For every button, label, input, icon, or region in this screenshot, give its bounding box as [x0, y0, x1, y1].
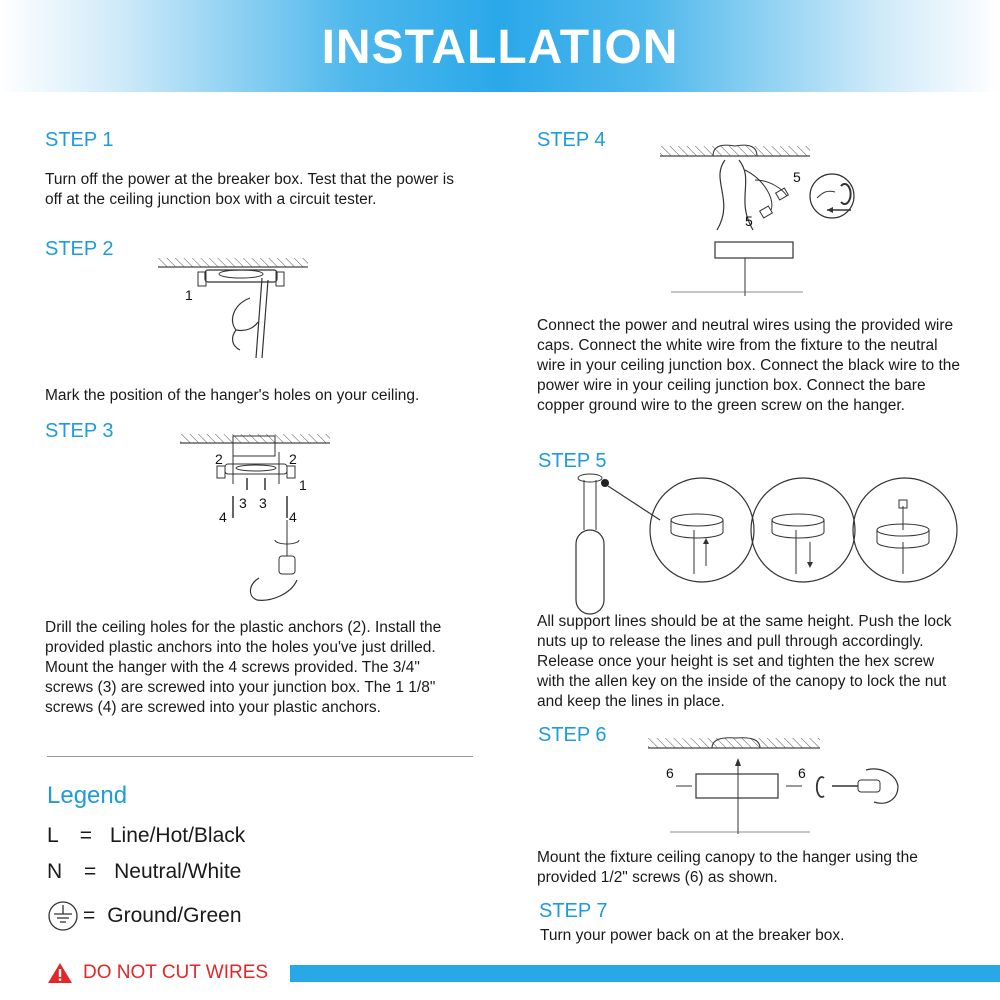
step-2-text: Mark the position of the hanger's holes on your ceiling.	[45, 387, 420, 404]
detail-circle-push	[650, 478, 754, 582]
step-7-text: Turn your power back on at the breaker box.	[540, 927, 845, 944]
section-divider	[47, 756, 473, 757]
legend-label: Ground/Green	[107, 904, 242, 927]
step-6-heading: STEP 6	[538, 724, 607, 746]
callout-6-left: 6	[666, 765, 674, 781]
callout-6-right: 6	[798, 765, 806, 781]
pendant-fixture	[576, 530, 604, 614]
page-title: INSTALLATION	[321, 21, 679, 74]
legend-key: N	[47, 860, 63, 883]
hand-drawing	[232, 298, 258, 331]
step-4-text: Connect the power and neutral wires using the provided wire caps. Connect the white wire from the fixture to the neutral wire in your ceiling junction box. Connect the black wire to the power wire in your ceiling junction box. Connect the bare copper ground wire to the green screw on the hanger.	[537, 317, 961, 414]
callout-3-right: 3	[259, 495, 267, 511]
fixture-canopy	[715, 242, 793, 258]
legend-label: Neutral/White	[114, 860, 242, 883]
callout-1: 1	[185, 287, 193, 303]
ceiling-hatch	[648, 738, 820, 748]
pencil	[256, 278, 262, 358]
ceiling-hatch	[180, 434, 330, 443]
callout-5-upper: 5	[793, 169, 801, 185]
warning-bar	[290, 965, 1000, 982]
pendant-canopy	[578, 474, 602, 482]
callout-4-left: 4	[219, 509, 227, 525]
step-1-heading: STEP 1	[45, 129, 114, 151]
callout-4-right: 4	[289, 509, 297, 525]
step-4-heading: STEP 4	[537, 129, 606, 151]
fixture-canopy	[696, 774, 778, 798]
step-6-text: Mount the fixture ceiling canopy to the hanger using the provided 1/2" screws (6) as shown.	[537, 849, 918, 886]
wire-cap	[776, 188, 789, 200]
step-3-heading: STEP 3	[45, 420, 114, 442]
step-3-text: Drill the ceiling holes for the plastic anchors (2). Install the provided plastic anchors into the holes you've just drilled. Mount the hanger with the 4 screws provided. The 3/4" screws (3) are screwed into your junction box. The 1 1/8" screws (4) are screwed into your plastic anchors.	[45, 619, 442, 716]
step-6-illustration	[640, 730, 910, 840]
callout-3-left: 3	[239, 495, 247, 511]
step-5-illustration	[560, 470, 1000, 620]
legend-equals: =	[83, 904, 96, 927]
step-2-heading: STEP 2	[45, 238, 114, 260]
step-5-heading: STEP 5	[538, 450, 607, 472]
legend-title: Legend	[47, 782, 128, 809]
legend-key: L	[47, 824, 58, 847]
step-4-illustration	[655, 140, 865, 300]
step-2-illustration	[150, 250, 320, 370]
callout-1: 1	[299, 477, 307, 493]
legend-label: Line/Hot/Black	[109, 824, 246, 847]
rotation-arrow	[817, 777, 824, 797]
wire-bundle	[717, 160, 725, 230]
callout-5-lower: 5	[745, 213, 753, 229]
callout-2-left: 2	[215, 451, 223, 467]
ground-symbol-icon	[47, 900, 79, 932]
detail-circle-pull	[751, 478, 855, 582]
legend-row-ground	[47, 900, 242, 932]
legend-equals: =	[79, 824, 93, 847]
warning-notice	[47, 962, 268, 984]
hand-drilling	[250, 578, 297, 600]
wire-cap	[760, 206, 773, 218]
warning-triangle-icon	[47, 962, 73, 984]
legend-row-line	[47, 824, 245, 848]
detail-circle-tighten	[853, 478, 957, 582]
ceiling-hatch	[660, 146, 810, 156]
legend-row-neutral	[47, 860, 241, 884]
hand-screwing	[866, 769, 898, 803]
step-1-text: Turn off the power at the breaker box. Test that the power is off at the ceiling junction box with a circuit tester.	[45, 171, 454, 208]
step-3-illustration	[175, 428, 335, 608]
screwdriver	[279, 556, 295, 574]
callout-2-right: 2	[289, 451, 297, 467]
step-5-text: All support lines should be at the same height. Push the lock nuts up to release the lines and pull through accordingly. Release once your height is set and tighten the hex screw with the allen key on the inside of the canopy to lock the nut and keep the lines in place.	[537, 613, 952, 710]
warning-text: DO NOT CUT WIRES	[83, 962, 269, 983]
title-banner	[0, 0, 1000, 92]
step-7-heading: STEP 7	[539, 900, 608, 922]
ceiling-hatch	[158, 258, 308, 267]
legend-equals: =	[84, 860, 97, 883]
hanger-bracket	[205, 270, 277, 282]
